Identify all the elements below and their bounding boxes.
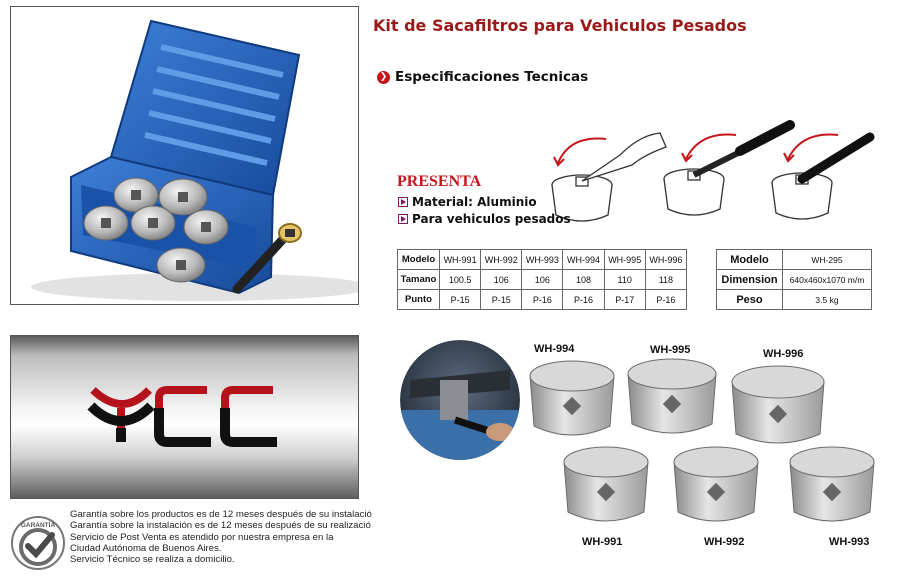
cup-label: WH-996 xyxy=(763,348,804,360)
table-cell: 640x460x1070 m/m xyxy=(783,270,872,290)
spec-heading xyxy=(377,69,588,85)
table-cell: WH-995 xyxy=(604,250,645,270)
warranty-line: Servicio Técnico se realiza a domicilio. xyxy=(70,554,235,566)
table-cell: P-17 xyxy=(604,290,645,310)
table-cell: WH-994 xyxy=(563,250,604,270)
models-table xyxy=(397,249,687,310)
table-cell: P-15 xyxy=(481,290,522,310)
play-bullet-icon xyxy=(398,197,408,207)
warranty-line: Ciudad Autónoma de Buenos Aires. xyxy=(70,542,222,554)
table-row xyxy=(717,250,872,270)
table-cell: 100.5 xyxy=(440,270,481,290)
table-cell: 106 xyxy=(522,270,563,290)
table-cell: 108 xyxy=(563,270,604,290)
cup-label: WH-995 xyxy=(650,344,691,356)
table-cell: P-16 xyxy=(522,290,563,310)
row-header: Modelo xyxy=(398,250,440,270)
list-item xyxy=(398,193,571,210)
warranty-seal-text: GARANTÍA xyxy=(20,522,56,529)
list-item-label: Material: Aluminio xyxy=(412,194,537,209)
table-cell: P-16 xyxy=(645,290,686,310)
cup-label: WH-993 xyxy=(829,536,870,548)
row-header: Dimension xyxy=(717,270,783,290)
filter-cups-image xyxy=(520,340,900,550)
row-header: Modelo xyxy=(717,250,783,270)
cup-wh-995 xyxy=(628,359,716,433)
cup-label: WH-994 xyxy=(534,343,575,355)
usage-illustration xyxy=(540,115,880,233)
cup-label: WH-992 xyxy=(704,536,745,548)
spec-heading-label: Especificaciones Tecnicas xyxy=(395,69,589,85)
list-item xyxy=(398,210,571,227)
cup-label: WH-991 xyxy=(582,536,623,548)
warranty-seal-icon xyxy=(10,515,66,571)
table-row xyxy=(398,250,687,270)
table-cell: P-16 xyxy=(563,290,604,310)
table-cell: P-15 xyxy=(440,290,481,310)
warranty-line: Garantía sobre los productos es de 12 meses después de su instalació xyxy=(70,509,372,520)
cup-wh-992 xyxy=(674,447,758,521)
handle-table xyxy=(716,249,872,310)
warranty-line: Servicio de Post Venta es atendido por nuestra empresa en la xyxy=(70,531,334,543)
table-cell: 110 xyxy=(604,270,645,290)
cup-wh-991 xyxy=(564,447,648,521)
table-cell: WH-993 xyxy=(522,250,563,270)
table-cell: 3.5 kg xyxy=(783,290,872,310)
row-header: Tamano xyxy=(398,270,440,290)
table-cell: 106 xyxy=(481,270,522,290)
list-item-label: Para vehiculos pesados xyxy=(412,211,571,226)
warranty-block xyxy=(10,509,400,575)
product-photo xyxy=(10,6,359,305)
table-cell: WH-991 xyxy=(440,250,481,270)
table-cell: WH-295 xyxy=(783,250,872,270)
cup-wh-994 xyxy=(530,361,614,435)
warranty-text xyxy=(70,509,400,565)
row-header: Peso xyxy=(717,290,783,310)
table-row xyxy=(717,290,872,310)
play-bullet-icon xyxy=(398,214,408,224)
table-row xyxy=(398,270,687,290)
table-row xyxy=(398,290,687,310)
cup-wh-996 xyxy=(732,366,824,443)
presenta-list xyxy=(398,193,571,227)
ycc-logo xyxy=(11,336,359,499)
table-cell: 118 xyxy=(645,270,686,290)
arrow-bullet-icon: ❯ xyxy=(377,71,390,84)
table-cell: WH-992 xyxy=(481,250,522,270)
row-header: Punto xyxy=(398,290,440,310)
presenta-title: PRESENTA xyxy=(397,173,482,190)
table-row xyxy=(717,270,872,290)
brand-logo-panel xyxy=(10,335,359,499)
table-cell: WH-996 xyxy=(645,250,686,270)
cup-wh-993 xyxy=(790,447,874,521)
page-title: Kit de Sacafiltros para Vehiculos Pesados xyxy=(373,16,747,35)
usage-photo xyxy=(400,340,520,460)
warranty-line: Garantía sobre la instalación es de 12 meses después de su realizació xyxy=(70,520,371,532)
